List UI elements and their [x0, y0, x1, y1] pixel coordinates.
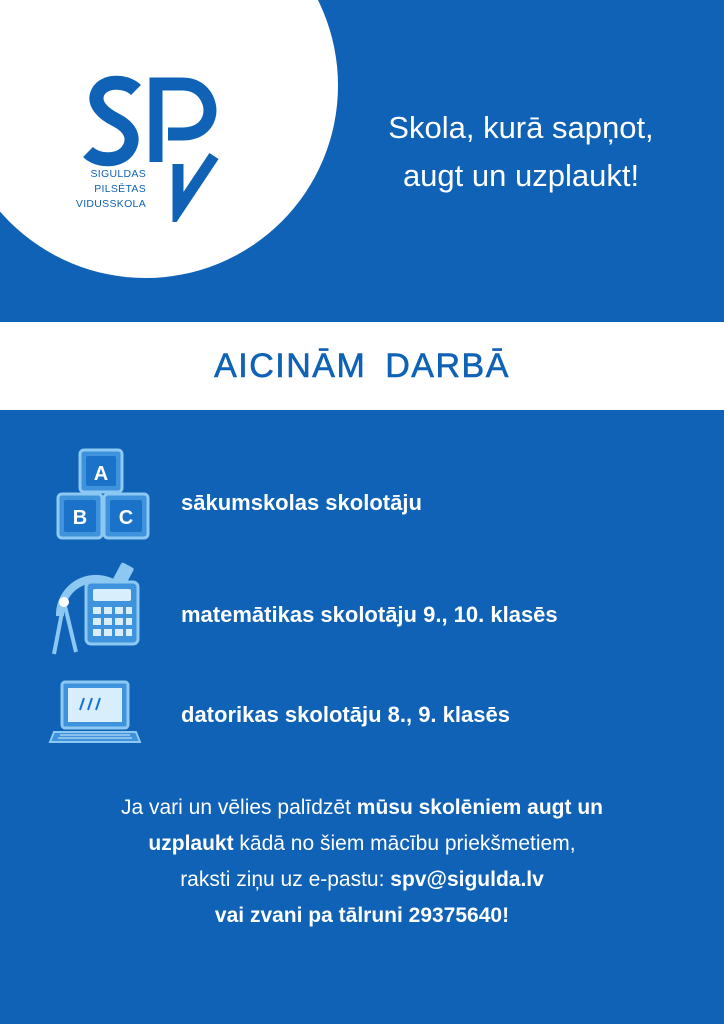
school-name	[64, 167, 146, 212]
job-label-primary: sākumskolas skolotāju	[181, 490, 422, 515]
footer-text: Ja vari un vēlies palīdzēt	[120, 796, 357, 819]
job-item-primary-teacher	[46, 446, 686, 546]
job-item-math-teacher	[46, 562, 686, 662]
email-link[interactable]: spv@sigulda.lv	[390, 868, 544, 891]
logo-line-3: VIDUSSKOLA	[75, 198, 146, 210]
footer-bold-text: uzplaukt	[148, 832, 234, 855]
logo-line-2: PILSĒTAS	[94, 183, 146, 195]
header-section	[0, 0, 724, 322]
footer-line-4: vai zvani pa tālruni 29375640!	[214, 904, 510, 927]
block-letter-c: C	[118, 507, 134, 529]
calculator-compass-icon	[46, 562, 156, 662]
job-label-it: datorikas skolotāju 8., 9. klasēs	[181, 702, 510, 727]
block-letter-b: B	[72, 507, 88, 529]
banner	[0, 322, 724, 410]
footer-text: raksti ziņu uz e-pastu:	[180, 868, 391, 891]
school-logo	[64, 72, 234, 222]
job-label-math: matemātikas skolotāju 9., 10. klasēs	[181, 602, 558, 627]
banner-title: AICINĀM DARBĀ	[214, 346, 510, 385]
laptop-icon	[46, 676, 156, 776]
footer-text: kādā no šiem mācību priekšmetiem,	[233, 832, 576, 855]
block-letter-a: A	[93, 463, 109, 485]
slogan	[356, 104, 686, 200]
footer-line-1	[40, 790, 684, 826]
slogan-line-2: augt un uzplaukt!	[402, 158, 640, 193]
footer-line-2	[40, 826, 684, 862]
footer-line-3	[40, 862, 684, 898]
logo-line-1: SIGULDAS	[90, 168, 146, 180]
slogan-line-1: Skola, kurā sapņot,	[388, 110, 654, 145]
job-item-it-teacher	[46, 676, 686, 776]
footer-bold-text: mūsu skolēniem augt un	[356, 796, 603, 819]
abc-blocks-icon	[46, 446, 156, 546]
contact-paragraph	[40, 790, 684, 934]
